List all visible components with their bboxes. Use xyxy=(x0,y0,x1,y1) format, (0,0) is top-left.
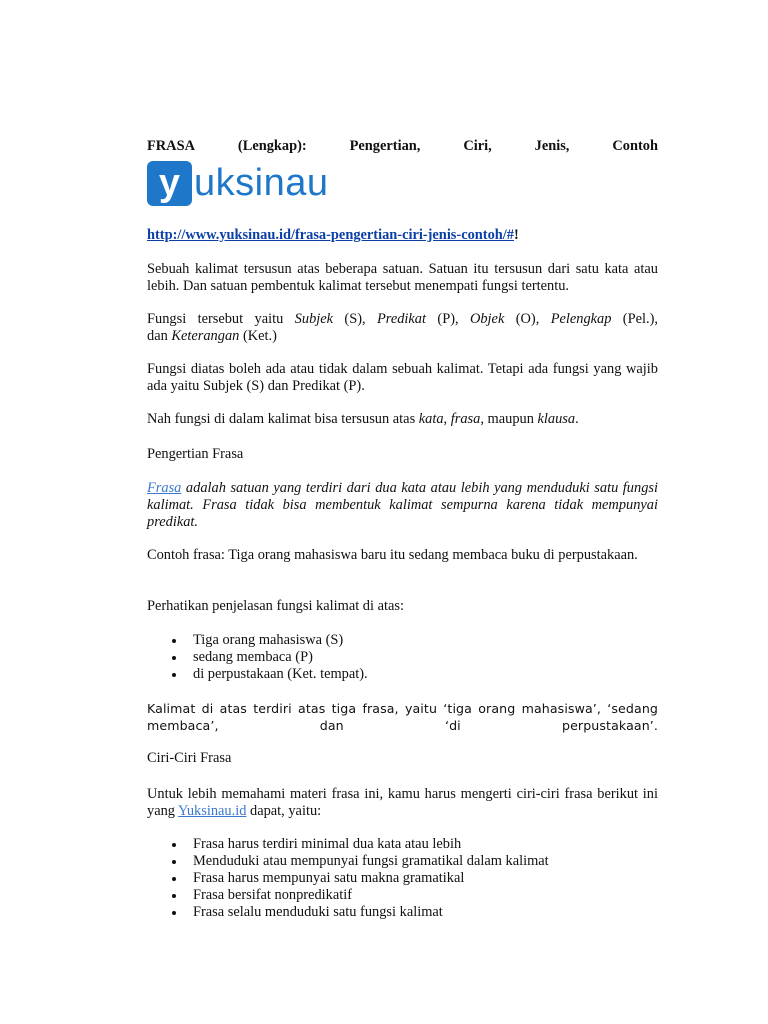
title-word: Contoh xyxy=(612,138,658,154)
bullet-icon xyxy=(172,911,176,915)
title-word: Jenis, xyxy=(534,138,570,154)
paragraph-fungsi xyxy=(147,311,658,345)
term-keterangan: Keterangan xyxy=(171,328,240,344)
paragraph-fungsi-line-1 xyxy=(147,311,658,328)
text: (O), xyxy=(504,311,551,327)
list-item xyxy=(147,887,658,904)
list-item-text: Frasa selalu menduduki satu fungsi kalimat xyxy=(193,904,443,920)
bullet-icon xyxy=(172,639,176,643)
text: dan xyxy=(147,328,172,344)
text: (Ket.) xyxy=(239,328,277,344)
paragraph-definisi xyxy=(147,480,658,531)
text: (Pel.), xyxy=(611,311,658,327)
title-word: Pengertian, xyxy=(349,138,421,154)
ciri-list xyxy=(147,836,658,921)
paragraph-nah xyxy=(147,411,658,428)
yuksinau-link[interactable]: Yuksinau.id xyxy=(178,803,247,819)
text: (P), xyxy=(426,311,470,327)
term-pelengkap: Pelengkap xyxy=(550,311,612,327)
list-item xyxy=(147,904,658,921)
bullet-icon xyxy=(172,673,176,677)
term-subjek: Subjek xyxy=(294,311,334,327)
paragraph-contoh: Contoh frasa: Tiga orang mahasiswa baru itu sedang membaca buku di perpustakaan. xyxy=(147,547,638,563)
term-predikat: Predikat xyxy=(376,311,427,327)
text: Untuk lebih memahami materi frasa ini, kamu harus mengerti ciri-ciri frasa berikut ini yang xyxy=(147,786,658,819)
text: (S), xyxy=(333,311,377,327)
term-frasa: frasa xyxy=(450,411,481,427)
title-word: Ciri, xyxy=(463,138,492,154)
list-item xyxy=(147,853,658,870)
paragraph-fungsi-line-2 xyxy=(147,328,658,345)
list-item-text: Frasa harus terdiri minimal dua kata atau lebih xyxy=(193,836,462,852)
term-klausa: klausa xyxy=(537,411,576,427)
list-item xyxy=(147,870,658,887)
source-url-link[interactable]: http://www.yuksinau.id/frasa-pengertian-ciri-jenis-contoh/# xyxy=(147,227,514,243)
text: . xyxy=(575,411,579,427)
text: Fungsi tersebut yaitu xyxy=(147,311,295,327)
frasa-link[interactable]: Frasa xyxy=(147,480,182,496)
bullet-icon xyxy=(172,656,176,660)
bullet-icon xyxy=(172,877,176,881)
text: , xyxy=(443,411,451,427)
list-item xyxy=(147,649,658,666)
paragraph-untuk xyxy=(147,786,658,820)
list-item-text: Frasa harus mempunyai satu makna gramatikal xyxy=(193,870,465,886)
bullet-icon xyxy=(172,894,176,898)
list-item xyxy=(147,632,658,649)
source-line xyxy=(147,227,658,244)
document-title xyxy=(147,138,658,155)
term-kata: kata xyxy=(418,411,444,427)
paragraph-intro: Sebuah kalimat tersusun atas beberapa satuan. Satuan itu tersusun dari satu kata atau lebih. Dan satuan pembentuk kalimat tersebut menempati fungsi tertentu. xyxy=(147,261,658,294)
heading-pengertian-frasa: Pengertian Frasa xyxy=(147,446,244,462)
heading-ciri-frasa: Ciri-Ciri Frasa xyxy=(147,750,232,766)
list-item-text: Frasa bersifat nonpredikatif xyxy=(193,887,353,903)
list-item-text: sedang membaca (P) xyxy=(193,649,313,665)
list-item-text: Tiga orang mahasiswa (S) xyxy=(193,632,344,648)
paragraph-kalimat xyxy=(147,700,658,734)
yuksinau-logo xyxy=(147,160,328,206)
title-word: FRASA xyxy=(147,138,195,154)
title-word: (Lengkap): xyxy=(237,138,307,154)
list-item-text: di perpustakaan (Ket. tempat). xyxy=(193,666,368,682)
list-item xyxy=(147,836,658,853)
source-suffix: ! xyxy=(513,227,519,243)
paragraph-perhatikan: Perhatikan penjelasan fungsi kalimat di atas: xyxy=(147,598,404,614)
text: dapat, yaitu: xyxy=(246,803,322,819)
bullet-icon xyxy=(172,860,176,864)
logo-letter-box: y xyxy=(147,161,192,206)
text: adalah satuan yang terdiri dari dua kata atau lebih yang menduduki satu fungsi kalimat. Frasa tidak bisa membentuk kalimat sempurna karena tidak mempunyai predikat. xyxy=(147,480,658,530)
paragraph-fungsi-diatas: Fungsi diatas boleh ada atau tidak dalam sebuah kalimat. Tetapi ada fungsi yang wajib ada yaitu Subjek (S) dan Predikat (P). xyxy=(147,361,658,394)
text: , maupun xyxy=(480,411,538,427)
term-objek: Objek xyxy=(469,311,505,327)
logo-wordmark: uksinau xyxy=(194,162,329,204)
fungsi-list xyxy=(147,632,658,683)
text: Nah fungsi di dalam kalimat bisa tersusun atas xyxy=(147,411,419,427)
list-item xyxy=(147,666,658,683)
text: Kalimat di atas terdiri atas tiga frasa, yaitu ‘tiga orang mahasiswa’, ‘sedang membaca’, dan ‘di perpustakaan’. xyxy=(147,701,658,733)
list-item-text: Menduduki atau mempunyai fungsi gramatikal dalam kalimat xyxy=(193,853,549,869)
bullet-icon xyxy=(172,843,176,847)
